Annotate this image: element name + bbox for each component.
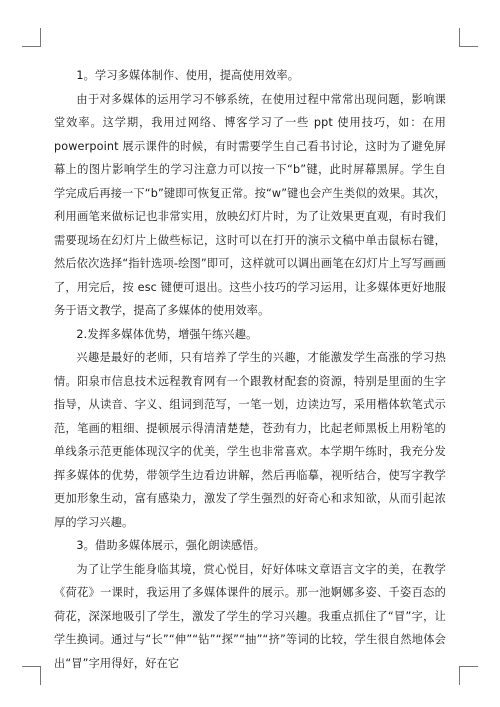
document-body <box>54 64 446 675</box>
section-heading: 2.发挥多媒体优势，增强午练兴趣。 <box>76 327 258 341</box>
section-paragraph: 兴趣是最好的老师，只有培养了学生的兴趣，才能激发学生高涨的学习热情。阳泉市信息技术远程教育网有一个跟教材配套的资源，特别是里面的生字指导，从读音、字义、组词到范写，一笔一划，边读边写，采用楷体软笔式示范，笔画的粗细、提顿展示得清清楚楚，苍劲有力，比起老师黑板上用粉笔的单线条示范更能体现汉字的优美，学生也非常喜欢。本学期午练时，我充分发挥多媒体的优势，带领学生边看边讲解，然后再临摹，视听结合，使写字教学更加形象生动，富有感染力，激发了学生强烈的好奇心和求知欲，从而引起浓厚的学习兴趣。 <box>54 351 446 529</box>
section-heading: 1。学习多媒体制作、使用，提高使用效率。 <box>76 69 300 82</box>
crop-mark-top-left <box>22 28 41 47</box>
section-paragraph: 为了让学生能身临其境，赏心悦目，好好体味文章语言文字的美，在教学《荷花》一课时，我运用了多媒体课件的展示。那一池婀娜多姿、千姿百态的荷花，深深地吸引了学生，激发了学生的学习兴趣。我重点抓住了“冒”字，让学生换词。通过与“长”“伸”“钻”“探”“抽”“挤”等词的比较，学生很自然地体会出“冒”字用得好，好在它 <box>54 562 446 670</box>
crop-mark-bottom-right <box>459 666 478 685</box>
section-paragraph: 由于对多媒体的运用学习不够系统，在使用过程中常常出现问题，影响课堂效率。这学期，我用过网络、博客学习了一些 ppt 使用技巧，如：在用 powerpoint 展示课件的时候，有时需要学生自己看书讨论，这时为了避免屏幕上的图片影响学生的学习注意力可以按一下“b”键，此时屏幕黑屏。学生自学完成后再接一下“b”键即可恢复正常。按“w”键也会产生类似的效果。其次，利用画笔来做标记也非常实用，放映幻灯片时，为了让效果更直观，有时我们需要现场在幻灯片上做些标记，这时可以在打开的演示文稿中单击鼠标右键，然后依次选择“指针选项-绘图”即可，这样就可以调出画笔在幻灯片上写写画画了，用完后，按 esc 键便可退出。这些小技巧的学习运用，让多媒体更好地服务于语文教学，提高了多媒体的使用效率。 <box>54 92 446 317</box>
section-heading: 3。借助多媒体展示，强化朗读感悟。 <box>76 539 266 552</box>
crop-mark-top-right <box>459 28 478 47</box>
crop-mark-bottom-left <box>22 666 41 685</box>
